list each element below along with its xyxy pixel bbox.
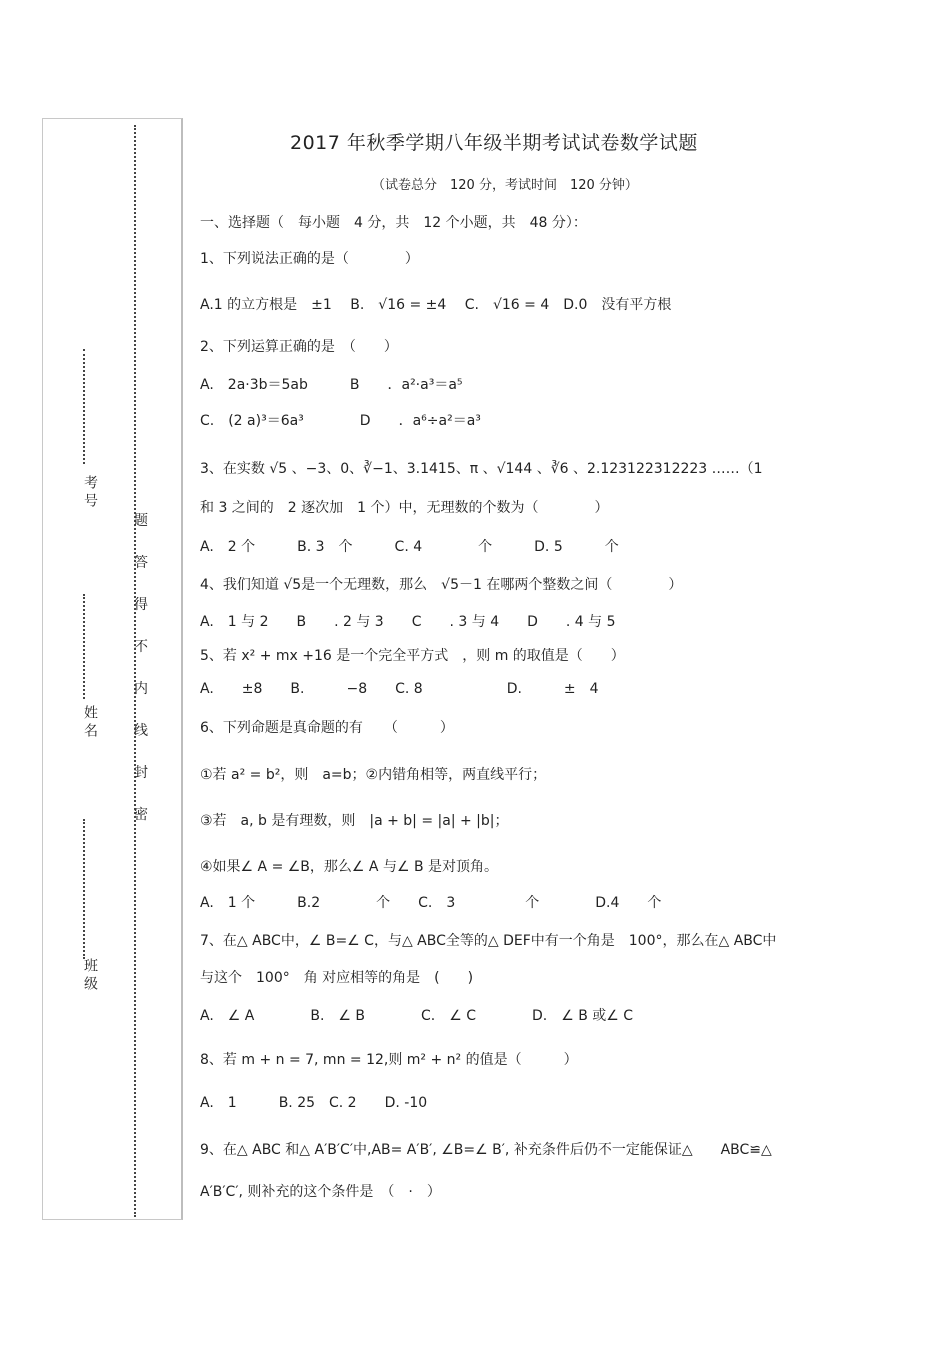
question-5: 5、若 x² + mx +16 是一个完全平方式 ，则 m 的取值是（ ）	[200, 648, 625, 664]
question-7-options: A. ∠ A B. ∠ B C. ∠ C D. ∠ B 或∠ C	[200, 1008, 634, 1024]
question-6-stmt-1-2: ①若 a² = b²，则 a=b；②内错角相等，两直线平行；	[200, 767, 547, 783]
exam-number-label: 考号	[82, 475, 98, 511]
question-3-options: A. 2 个 B. 3 个 C. 4 个 D. 5 个	[200, 539, 619, 555]
question-1: 1、下列说法正确的是（ ）	[200, 251, 419, 267]
question-3: 3、在实数 √5 、−3、0、∛−1、3.1415、π 、√144 、∛6 、2.123122312223 ……（1	[200, 461, 763, 477]
seal-char: 线	[134, 723, 148, 739]
seal-char: 题	[134, 513, 148, 529]
seal-char: 内	[134, 681, 148, 697]
seal-text	[133, 500, 149, 836]
question-2: 2、下列运算正确的是 （ ）	[200, 339, 398, 355]
dotted-line-1	[83, 349, 85, 464]
question-6-options: A. 1 个 B.2 个 C. 3 个 D.4 个	[200, 895, 662, 911]
question-6-stmt-3: ③若 a, b 是有理数，则 |a + b| = |a| + |b|；	[200, 813, 509, 829]
dotted-line-3	[83, 819, 85, 959]
question-9: 9、在△ ABC 和△ A′B′C′中,AB= A′B′, ∠B=∠ B′, 补充条件后仍不一定能保证△ ABC≌△	[200, 1142, 772, 1158]
seal-char: 封	[134, 765, 148, 781]
binding-margin	[42, 118, 183, 1220]
class-label: 班级	[82, 958, 98, 994]
question-5-options: A. ±8 B. −8 C. 8 D. ± 4	[200, 681, 599, 697]
seal-char: 不	[134, 639, 148, 655]
page-title: 2017 年秋季学期八年级半期考试试卷数学试题	[290, 132, 698, 154]
question-7: 7、在△ ABC中，∠ B=∠ C，与△ ABC全等的△ DEF中有一个角是 100°，那么在△ ABC中	[200, 933, 777, 949]
question-6: 6、下列命题是真命题的有 （ ）	[200, 720, 454, 736]
question-4: 4、我们知道 √5是一个无理数，那么 √5－1 在哪两个整数之间（ ）	[200, 577, 683, 593]
name-label: 姓名	[82, 705, 98, 741]
question-2-options-ab: A. 2a·3b＝5ab B ．a²·a³＝a⁵	[200, 377, 463, 393]
page-subtitle: （试卷总分 120 分，考试时间 120 分钟）	[372, 178, 638, 193]
question-3-cont: 和 3 之间的 2 逐次加 1 个）中，无理数的个数为（ ）	[200, 500, 609, 516]
seal-char: 得	[134, 597, 148, 613]
seal-char: 答	[134, 555, 148, 571]
question-2-options-cd: C. (2 a)³＝6a³ D ．a⁶÷a²＝a³	[200, 413, 481, 429]
question-7-cont: 与这个 100° 角 对应相等的角是 ( )	[200, 970, 474, 986]
section-heading: 一、选择题（ 每小题 4 分，共 12 个小题，共 48 分）：	[200, 215, 587, 231]
question-1-options: A.1 的立方根是 ±1 B. √16 = ±4 C. √16 = 4 D.0 没有平方根	[200, 297, 672, 313]
dotted-line-2	[83, 594, 85, 699]
question-8-options: A. 1 B. 25 C. 2 D. -10	[200, 1095, 428, 1111]
question-9-cont: A′B′C′, 则补充的这个条件是 （ · ）	[200, 1184, 441, 1200]
question-4-options: A. 1 与 2 B . 2 与 3 C . 3 与 4 D . 4 与 5	[200, 614, 616, 630]
seal-char: 密	[134, 807, 148, 823]
question-8: 8、若 m + n = 7, mn = 12,则 m² + n² 的值是（ ）	[200, 1052, 578, 1068]
question-6-stmt-4: ④如果∠ A = ∠B，那么∠ A 与∠ B 是对顶角。	[200, 859, 498, 875]
